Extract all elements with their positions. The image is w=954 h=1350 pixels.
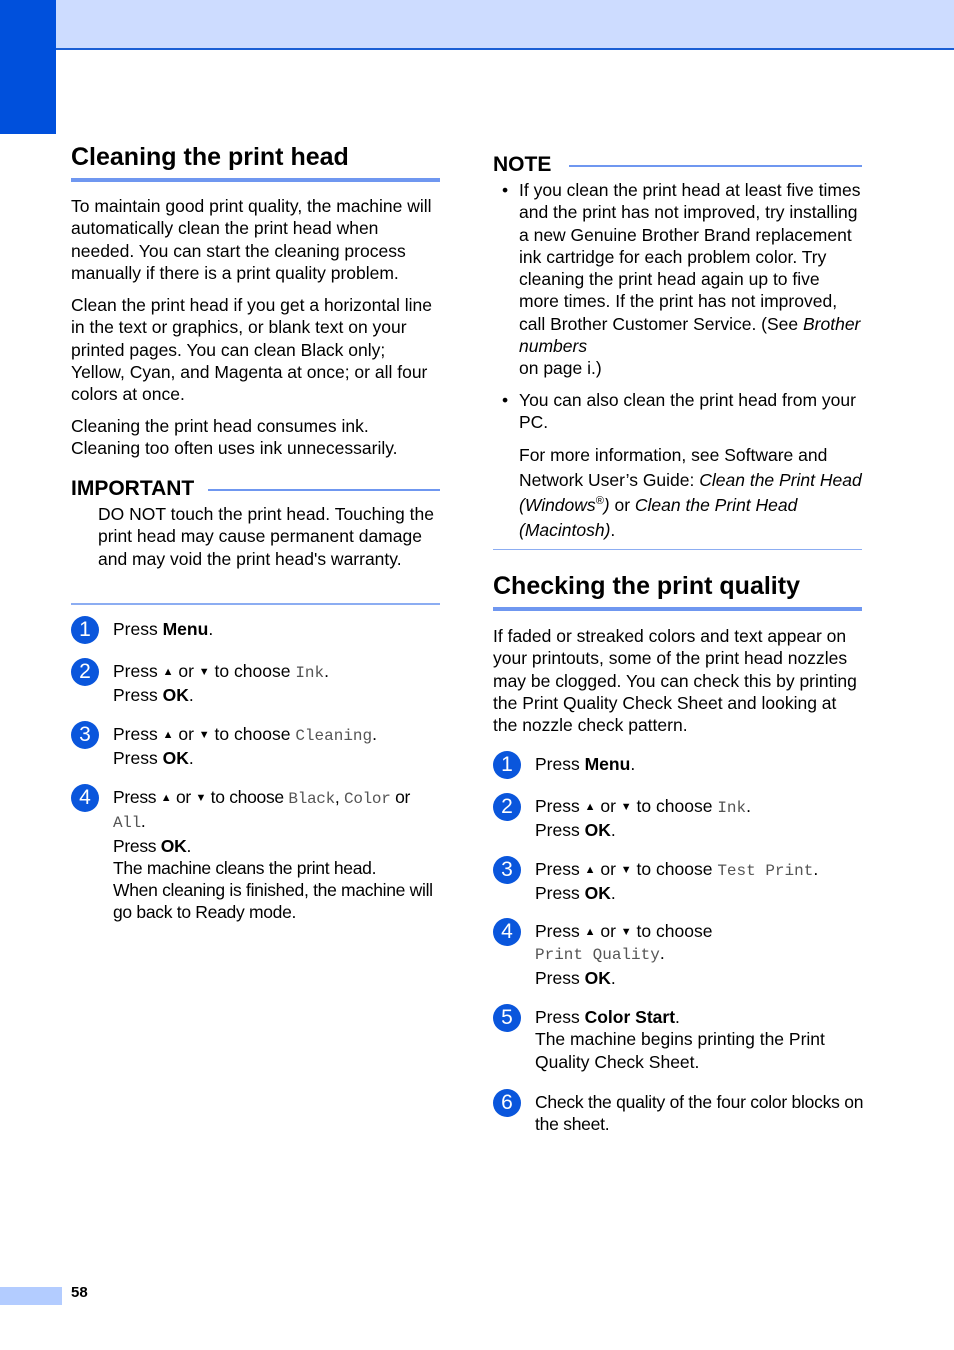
step-text: Press ▲ or ▼ to choose Ink. Press OK.	[113, 661, 329, 706]
ok-key: OK	[584, 820, 611, 841]
step-text: Press Menu.	[113, 619, 214, 639]
down-arrow-icon: ▼	[620, 926, 632, 938]
step-number: 1	[71, 616, 99, 644]
menu-key: Menu	[584, 754, 631, 774]
note-label: NOTE	[493, 153, 552, 176]
step-number: 3	[71, 721, 99, 749]
step-text: Press ▲ or ▼ to choose Print Quality. Press OK.	[535, 921, 713, 988]
important-header	[71, 476, 440, 502]
windows-guide-ref: Clean the Print Head (Windows®)	[519, 470, 862, 515]
brother-numbers-ref: Brother numbers	[519, 313, 861, 357]
menu-option: Ink	[295, 664, 325, 682]
step-text: Press ▲ or ▼ to choose Cleaning. Press OK.	[113, 724, 377, 769]
down-arrow-icon: ▼	[198, 666, 210, 678]
up-arrow-icon: ▲	[584, 864, 596, 876]
up-arrow-icon: ▲	[162, 729, 174, 741]
page-number: 58	[71, 1284, 88, 1301]
step-result: The machine cleans the print head.	[113, 857, 377, 878]
step-result: The machine begins printing the Print Quality Check Sheet.	[535, 1029, 825, 1072]
important-rule	[208, 489, 440, 491]
note-text-3: For more information, see Software and Network User’s Guide: Clean the Print Head (Windows®) or Clean the Print Head (Macintosh).	[519, 445, 862, 540]
color-start-key: Color Start	[584, 1007, 676, 1027]
ok-key: OK	[160, 835, 187, 856]
menu-option-all: All	[113, 814, 141, 833]
ok-key: OK	[584, 967, 611, 988]
down-arrow-icon: ▼	[620, 864, 632, 876]
cleaning-para-2: Clean the print head if you get a horizontal line in the text or graphics, or blank text on your printed pages. You can clean Black only; Yellow, Cyan, and Magenta at once; or all four colors at once.	[71, 295, 432, 405]
menu-key: Menu	[162, 619, 209, 639]
note-rule	[569, 165, 862, 167]
up-arrow-icon: ▲	[162, 666, 174, 678]
step-text: Press Menu.	[535, 754, 636, 774]
step-text: Check the quality of the four color blocks on the sheet.	[535, 1092, 864, 1135]
bullet-icon: •	[502, 180, 509, 200]
menu-option-color: Color	[344, 790, 391, 808]
cleaning-para-1: To maintain good print quality, the machine will automatically clean the print head when needed. You can start the cleaning process manually if there is a print quality problem.	[71, 196, 432, 283]
step-number: 4	[71, 784, 99, 812]
step-note: When cleaning is finished, the machine will go back to Ready mode.	[113, 880, 433, 923]
menu-option: Ink	[717, 799, 747, 817]
up-arrow-icon: ▲	[160, 792, 172, 804]
macintosh-guide-ref: Clean the Print Head (Macintosh)	[519, 495, 798, 540]
step-number: 2	[71, 658, 99, 686]
menu-option-black: Black	[288, 790, 335, 808]
important-bottom-rule	[71, 603, 440, 605]
menu-option: Print Quality	[535, 946, 660, 965]
step-number: 4	[493, 918, 521, 946]
important-text: DO NOT touch the print head. Touching the print head may cause permanent damage and may void the print head's warranty.	[98, 504, 434, 569]
note-bottom-rule	[493, 549, 862, 550]
section-title-cleaning: Cleaning the print head	[71, 142, 440, 182]
cleaning-para-3: Cleaning the print head consumes ink. Cleaning too often uses ink unnecessarily.	[71, 416, 398, 459]
ok-key: OK	[584, 883, 611, 904]
checking-para-1: If faded or streaked colors and text appear on your printouts, some of the print head nozzles may be clogged. You can check this by printing the Print Quality Check Sheet and looking at the nozzle check pattern.	[493, 626, 857, 736]
down-arrow-icon: ▼	[195, 792, 207, 804]
down-arrow-icon: ▼	[620, 801, 632, 813]
step-number: 6	[493, 1089, 521, 1117]
menu-option: Cleaning	[295, 727, 373, 745]
up-arrow-icon: ▲	[584, 926, 596, 938]
up-arrow-icon: ▲	[584, 801, 596, 813]
step-text: Press Color Start. The machine begins printing the Print Quality Check Sheet.	[535, 1007, 825, 1072]
ok-key: OK	[162, 748, 189, 769]
step-number: 2	[493, 793, 521, 821]
note-header	[493, 152, 862, 178]
note-text-1: If you clean the print head at least five times and the print has not improved, try installing a new Genuine Brother Brand replacement ink cartridge for each problem color. Try cleaning the print head again up to five more times. If the print has not improved, call Brother Customer Service. (See Brother numbers on page i.)	[519, 180, 861, 379]
header-band	[0, 0, 954, 50]
down-arrow-icon: ▼	[198, 729, 210, 741]
bullet-icon: •	[502, 390, 509, 410]
ok-key: OK	[162, 685, 189, 706]
chapter-tab	[0, 0, 56, 134]
step-text: Press ▲ or ▼ to choose Ink. Press OK.	[535, 796, 751, 841]
footer-band	[0, 1287, 62, 1305]
note-text-2: You can also clean the print head from your PC.	[519, 390, 856, 433]
menu-option: Test Print	[717, 862, 814, 880]
important-label: IMPORTANT	[71, 477, 195, 500]
step-number: 3	[493, 856, 521, 884]
step-number: 1	[493, 751, 521, 779]
step-text: Press ▲ or ▼ to choose Black, Color or All. Press OK. The machine cleans the print head. When cleaning is finished, the machine will go back to Ready mode.	[113, 787, 433, 923]
section-title-checking: Checking the print quality	[493, 571, 862, 611]
step-text: Press ▲ or ▼ to choose Test Print. Press OK.	[535, 859, 819, 904]
step-number: 5	[493, 1004, 521, 1032]
